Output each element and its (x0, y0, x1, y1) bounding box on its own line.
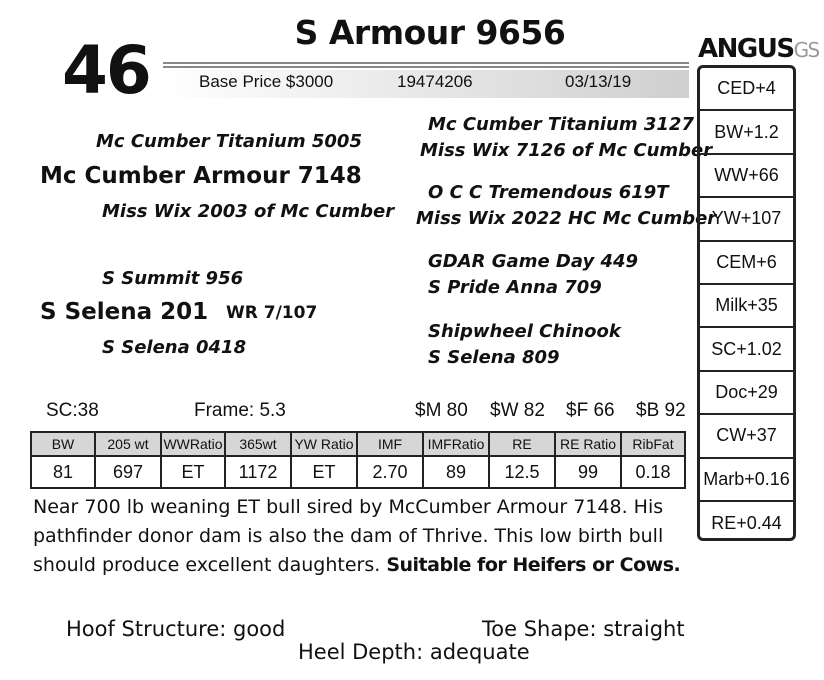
epd-cem: CEM+6 (700, 242, 793, 285)
epd-box (697, 65, 796, 541)
stat-f-index: $F 66 (566, 400, 615, 421)
stat-b-index: $B 92 (636, 400, 686, 421)
epd-bw: BW+1.2 (700, 111, 793, 154)
animal-name: S Armour 9656 (294, 13, 566, 52)
value-cell: 89 (423, 456, 489, 488)
base-price: Base Price $3000 (199, 72, 334, 91)
info-bar (163, 70, 689, 98)
header-cell: 365wt (225, 432, 291, 456)
value-cell: ET (161, 456, 225, 488)
lot-number: 46 (62, 32, 150, 109)
comment-emphasis: Suitable for Heifers or Cows. (386, 554, 681, 576)
registration-number: 19474206 (397, 72, 473, 91)
table-row (31, 456, 685, 488)
header-cell: RE (489, 432, 555, 456)
epd-cw: CW+37 (700, 415, 793, 458)
header-cell: IMFRatio (423, 432, 489, 456)
pedigree-dam-sire: S Summit 956 (102, 268, 244, 289)
value-cell: 0.18 (621, 456, 685, 488)
pedigree-sire-sire: Mc Cumber Titanium 5005 (96, 131, 362, 152)
header-cell: YW Ratio (291, 432, 357, 456)
header-cell: RibFat (621, 432, 685, 456)
value-cell: 12.5 (489, 456, 555, 488)
pedigree-sire-sire-sire: Mc Cumber Titanium 3127 (428, 114, 694, 135)
epd-marb: Marb+0.16 (700, 459, 793, 502)
stat-frame: Frame: 5.3 (194, 400, 286, 421)
header-cell: BW (31, 432, 95, 456)
sale-comment (33, 493, 683, 580)
logo-main: ANGUS (698, 34, 794, 64)
pedigree-sire-dam: Miss Wix 2003 of Mc Cumber (102, 201, 395, 222)
epd-yw: YW+107 (700, 198, 793, 241)
header-cell: WWRatio (161, 432, 225, 456)
logo-suffix: GS (793, 38, 819, 62)
stat-m-index: $M 80 (415, 400, 468, 421)
value-cell: 1172 (225, 456, 291, 488)
pedigree-sire-dam-sire: O C C Tremendous 619T (428, 182, 669, 203)
value-cell: 81 (31, 456, 95, 488)
value-cell: 2.70 (357, 456, 423, 488)
pedigree-sire-dam-dam: Miss Wix 2022 HC Mc Cumber (416, 208, 717, 229)
performance-table (30, 431, 686, 489)
birth-date: 03/13/19 (565, 72, 632, 91)
epd-re: RE+0.44 (711, 513, 782, 534)
epd-ced: CED+4 (700, 68, 793, 111)
header-rule (163, 62, 689, 68)
pedigree-dam: S Selena 201 (40, 299, 209, 325)
pedigree-dam-sire-dam: S Pride Anna 709 (428, 277, 602, 298)
pedigree-sire-sire-dam: Miss Wix 7126 of Mc Cumber (420, 140, 713, 161)
header-cell: IMF (357, 432, 423, 456)
angus-logo (698, 34, 819, 64)
pedigree-sire: Mc Cumber Armour 7148 (40, 163, 362, 189)
value-cell: 697 (95, 456, 161, 488)
dam-weaning-ratio: WR 7/107 (226, 303, 318, 323)
header-cell: 205 wt (95, 432, 161, 456)
epd-doc: Doc+29 (700, 372, 793, 415)
stat-sc: SC:38 (46, 400, 99, 421)
value-cell: 99 (555, 456, 621, 488)
table-header-row (31, 432, 685, 456)
pedigree-dam-sire-sire: GDAR Game Day 449 (428, 251, 639, 272)
pedigree-dam-dam-dam: S Selena 809 (428, 347, 560, 368)
epd-milk: Milk+35 (700, 285, 793, 328)
stat-w-index: $W 82 (490, 400, 545, 421)
hoof-structure: Hoof Structure: good (66, 617, 286, 641)
epd-ww: WW+66 (700, 155, 793, 198)
toe-shape: Toe Shape: straight (482, 617, 685, 641)
pedigree-dam-dam: S Selena 0418 (102, 337, 247, 358)
epd-sc: SC+1.02 (700, 328, 793, 371)
value-cell: ET (291, 456, 357, 488)
pedigree-dam-dam-sire: Shipwheel Chinook (428, 321, 621, 342)
comment-text: Near 700 lb weaning ET bull sired by McCumber Armour 7148. His pathfinder donor dam is also the dam of Thrive. This low birth bull should produce excellent daughters. (33, 496, 664, 576)
heel-depth: Heel Depth: adequate (298, 640, 530, 664)
header-cell: RE Ratio (555, 432, 621, 456)
